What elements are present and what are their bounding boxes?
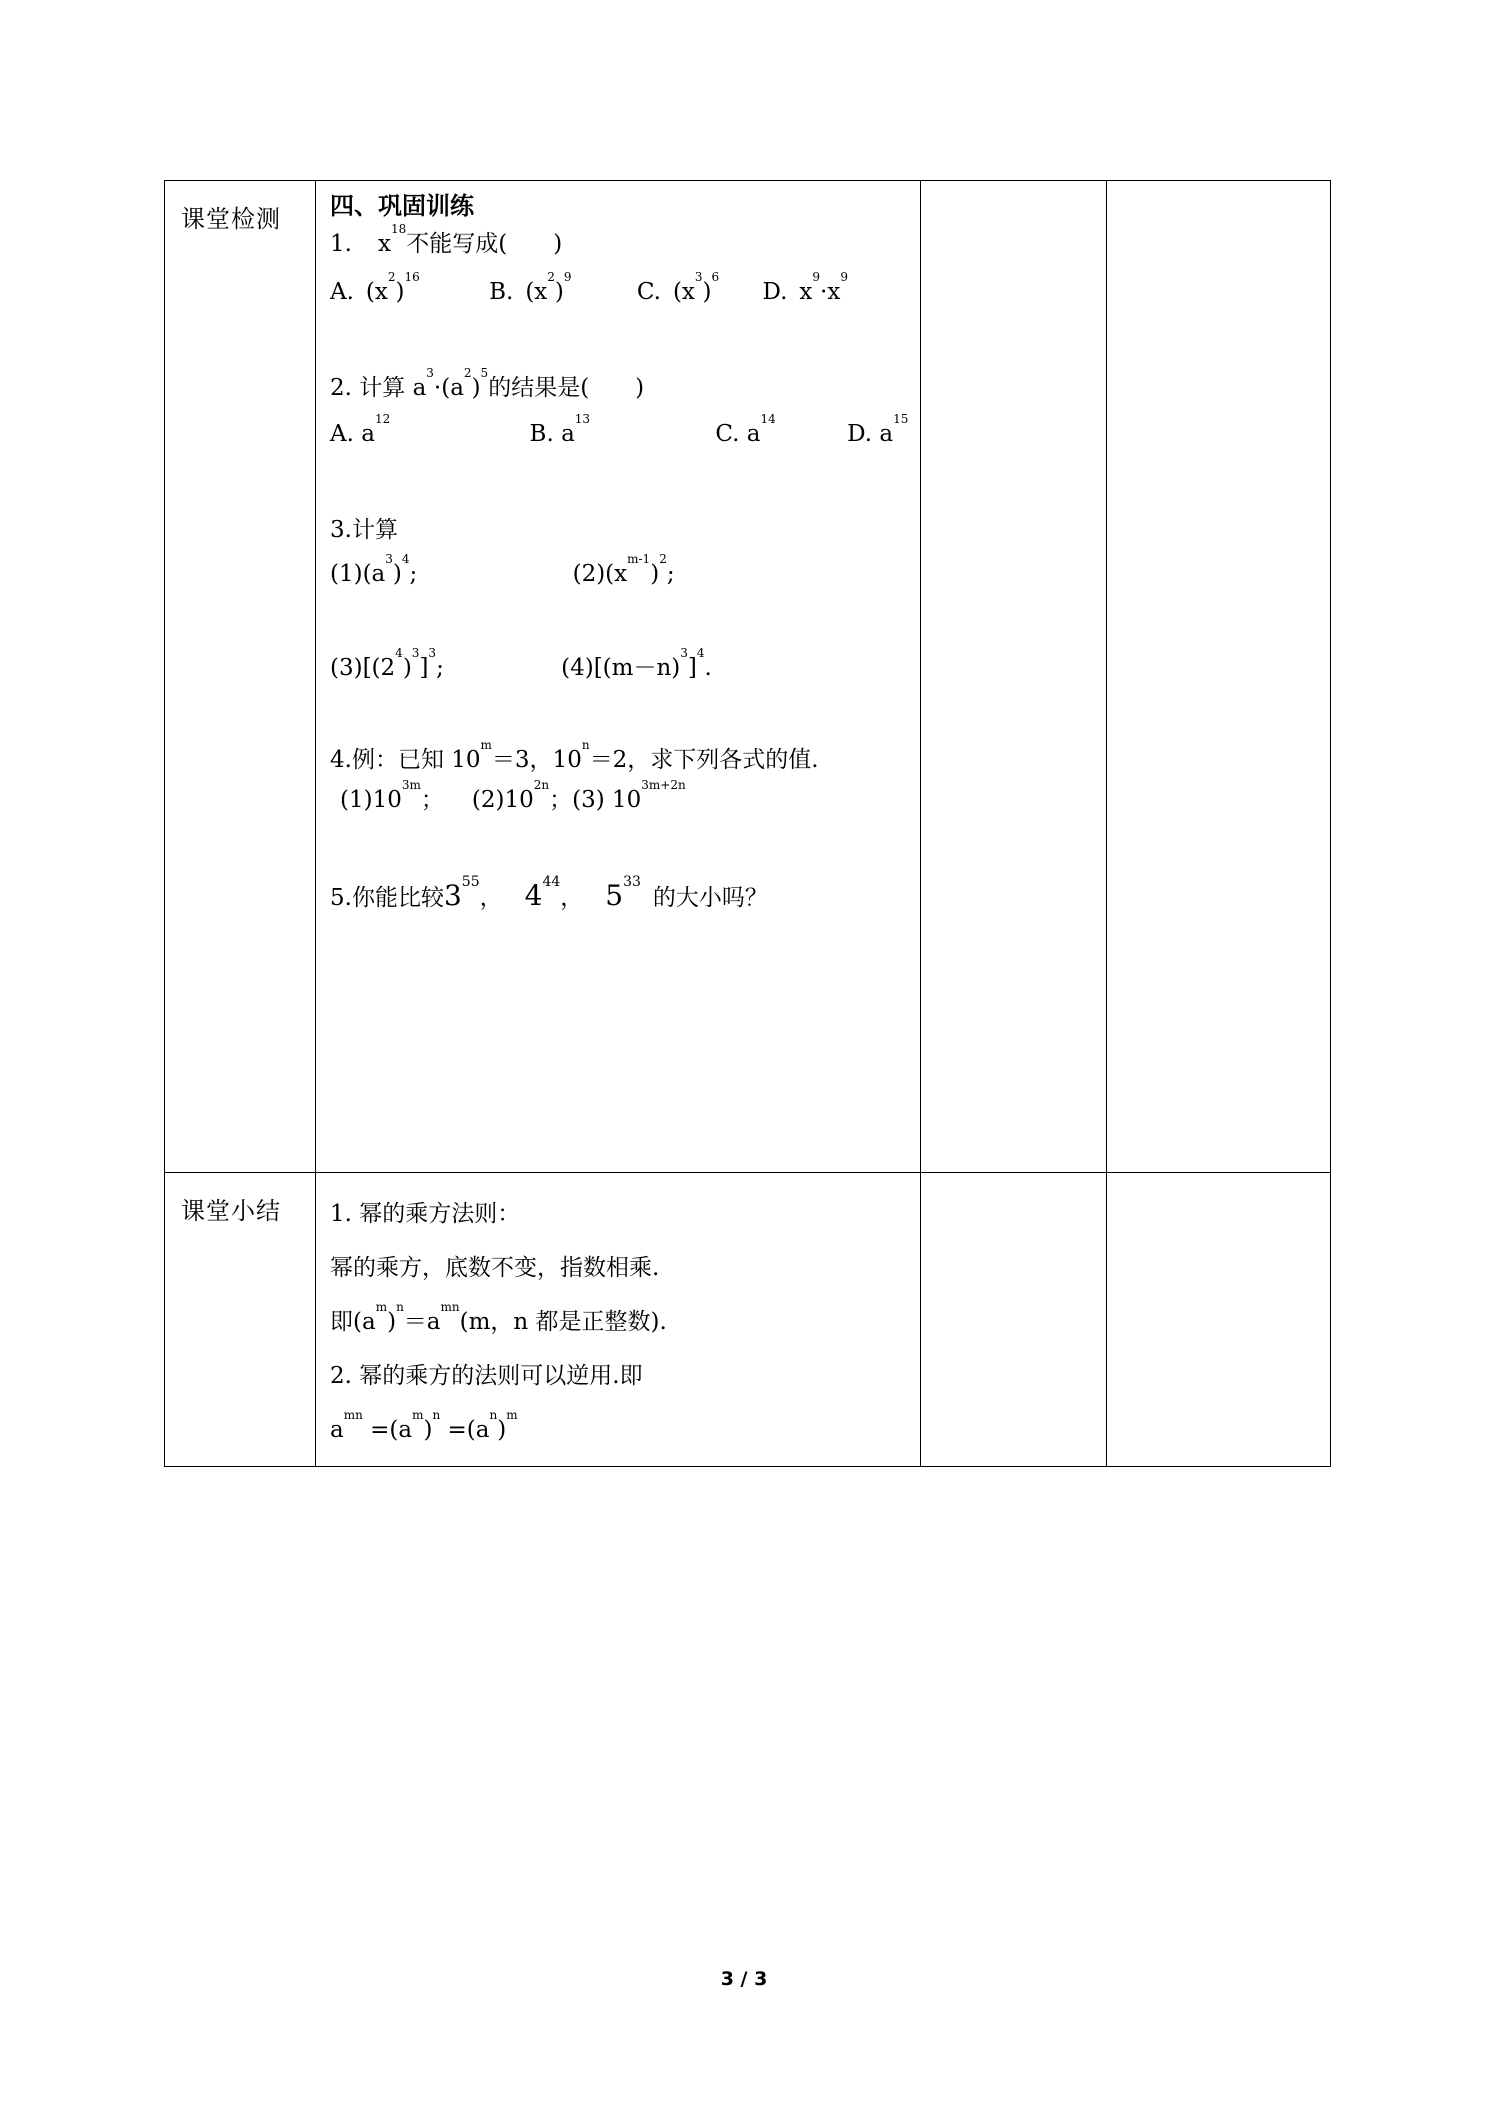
q2-option-a: A. $a^{12}$ xyxy=(330,412,391,447)
q2-option-c: C. $a^{14}$ xyxy=(715,412,776,447)
row-label-classroom-summary: 课堂小结 xyxy=(165,1173,316,1467)
q3-part-3: $(3)[(2^4)^3]^3$; xyxy=(330,646,444,681)
q3-row-1 xyxy=(330,552,908,591)
blank-cell-2 xyxy=(1107,181,1331,1173)
row-classroom-check xyxy=(165,181,1331,1173)
summary-line-2: 幂的乘方，底数不变，指数相乘. xyxy=(330,1255,660,1281)
row-classroom-summary xyxy=(165,1173,1331,1467)
exercise-cell xyxy=(316,181,921,1173)
blank-cell-4 xyxy=(1107,1173,1331,1467)
q1-option-c: C. $(x^3)^6$ xyxy=(636,270,720,305)
q3-row-2 xyxy=(330,646,908,685)
blank-cell-3 xyxy=(921,1173,1107,1467)
q1-options xyxy=(330,270,908,309)
section-heading: 四、巩固训练 xyxy=(330,191,474,220)
summary-line-3: 即$(a^m)^n=a^{mn}(m$，n 都是正整数). xyxy=(330,1300,667,1335)
q1-option-a: A. $(x^2)^{16}$ xyxy=(330,270,420,305)
summary-line-5: $a^{mn} =(a^m)^n =(a^n)^m$ xyxy=(330,1408,518,1443)
q2-options xyxy=(330,412,909,451)
lesson-table xyxy=(164,180,1331,1467)
summary-cell xyxy=(316,1173,921,1467)
q5-question: 5.你能比较$3^{55}$， $4^{44}$， $5^{33}$的大小吗？ xyxy=(330,874,768,912)
q2-option-b: B. $a^{13}$ xyxy=(529,412,591,447)
summary-line-4: 2. 幂的乘方的法则可以逆用.即 xyxy=(330,1363,643,1389)
page-number: 3 / 3 xyxy=(720,1968,768,1990)
row-label-classroom-check: 课堂检测 xyxy=(165,181,316,1173)
q3-part-1: $(1)(a^3)^4$; xyxy=(330,552,418,587)
q2-option-d: D. $a^{15}$ xyxy=(847,412,909,447)
q4-parts: $(1)10^{3m}$； $(2)10^{2n}$；(3) $10^{3m+2n}$ xyxy=(340,778,686,813)
q1-option-d: D. $x^9\cdot x^9$ xyxy=(762,270,848,305)
q1-stem: 1. $x^{18}$不能写成( ) xyxy=(330,222,563,257)
q2-stem: 2. 计算 $a^3\cdot(a^2)^5$的结果是( ) xyxy=(330,366,645,401)
q3-part-2: $(2)(x^{m-1})^2$; xyxy=(572,552,675,587)
blank-cell-1 xyxy=(921,181,1107,1173)
q3-title: 3.计算 xyxy=(330,517,398,543)
summary-line-1: 1. 幂的乘方法则： xyxy=(330,1201,521,1227)
q1-option-b: B. $(x^2)^9$ xyxy=(489,270,572,305)
q3-part-4: $(4)[(m-n)^3]^4$. xyxy=(561,646,712,681)
q4-stem: 4.例：已知 $10^m=3$，$10^n=2$，求下列各式的值. xyxy=(330,738,819,773)
